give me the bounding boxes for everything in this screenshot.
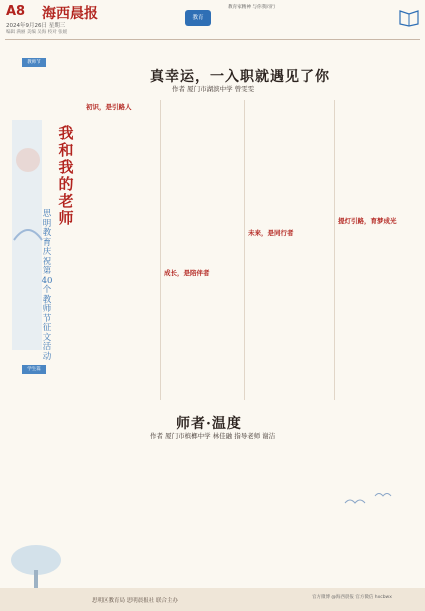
bottom-column-3 (252, 446, 334, 584)
article-column-2 (164, 100, 240, 400)
article-column-4 (338, 100, 418, 400)
vertical-subtitle: 思明教育庆祝第40个教师节征文活动 (41, 209, 53, 362)
article-title-bottom: 师者·温度 (176, 416, 242, 432)
subheading: 初识，是引路人 (86, 103, 132, 111)
section-tag-top: 教师节 (22, 58, 46, 67)
bottom-column-4 (338, 446, 418, 486)
footer-social: 官方微博 @海西晨报 官方微信 hxcbwx (312, 595, 392, 600)
article-column-3 (248, 100, 330, 400)
tree-illustration (6, 540, 96, 590)
issue-date: 2024年9月26日 星期三 (6, 23, 66, 29)
section-badge: 教育 (185, 10, 211, 26)
column-divider (244, 100, 245, 400)
page-number: A8 (6, 4, 26, 19)
masthead-intro: 教育家精神 与你我同行 (228, 5, 276, 10)
subheading: 提灯引路，育梦成光 (338, 217, 397, 225)
footer-organizers: 思明区教育局 思明晨报社 联合主办 (92, 598, 178, 604)
book-icon (398, 6, 420, 28)
section-tag-bottom: 学生篇 (22, 365, 46, 374)
bottom-column-1 (86, 446, 164, 584)
subheading: 未来，是同行者 (248, 229, 294, 237)
masthead (0, 0, 425, 42)
article-column-1 (86, 100, 158, 400)
birds-illustration (340, 488, 410, 518)
newspaper-brand: 海西晨报 (42, 6, 98, 22)
article-byline-top: 作者 厦门市湖滨中学 曾雯雯 (172, 85, 255, 93)
vertical-title: 我和我的老师 (58, 124, 74, 227)
column-divider (160, 100, 161, 400)
staff-line: 编辑 满丽 美编 吴海 校对 张媛 (6, 30, 68, 35)
column-divider (334, 100, 335, 400)
article-byline-bottom: 作者 厦门市槟榔中学 林佳融 指导老师 谢洁 (150, 432, 276, 440)
masthead-rule (5, 39, 420, 40)
article-title-top: 真幸运，一入职就遇见了你 (150, 69, 330, 85)
subheading: 成长，是陪伴者 (164, 269, 210, 277)
bottom-column-2 (168, 446, 248, 584)
